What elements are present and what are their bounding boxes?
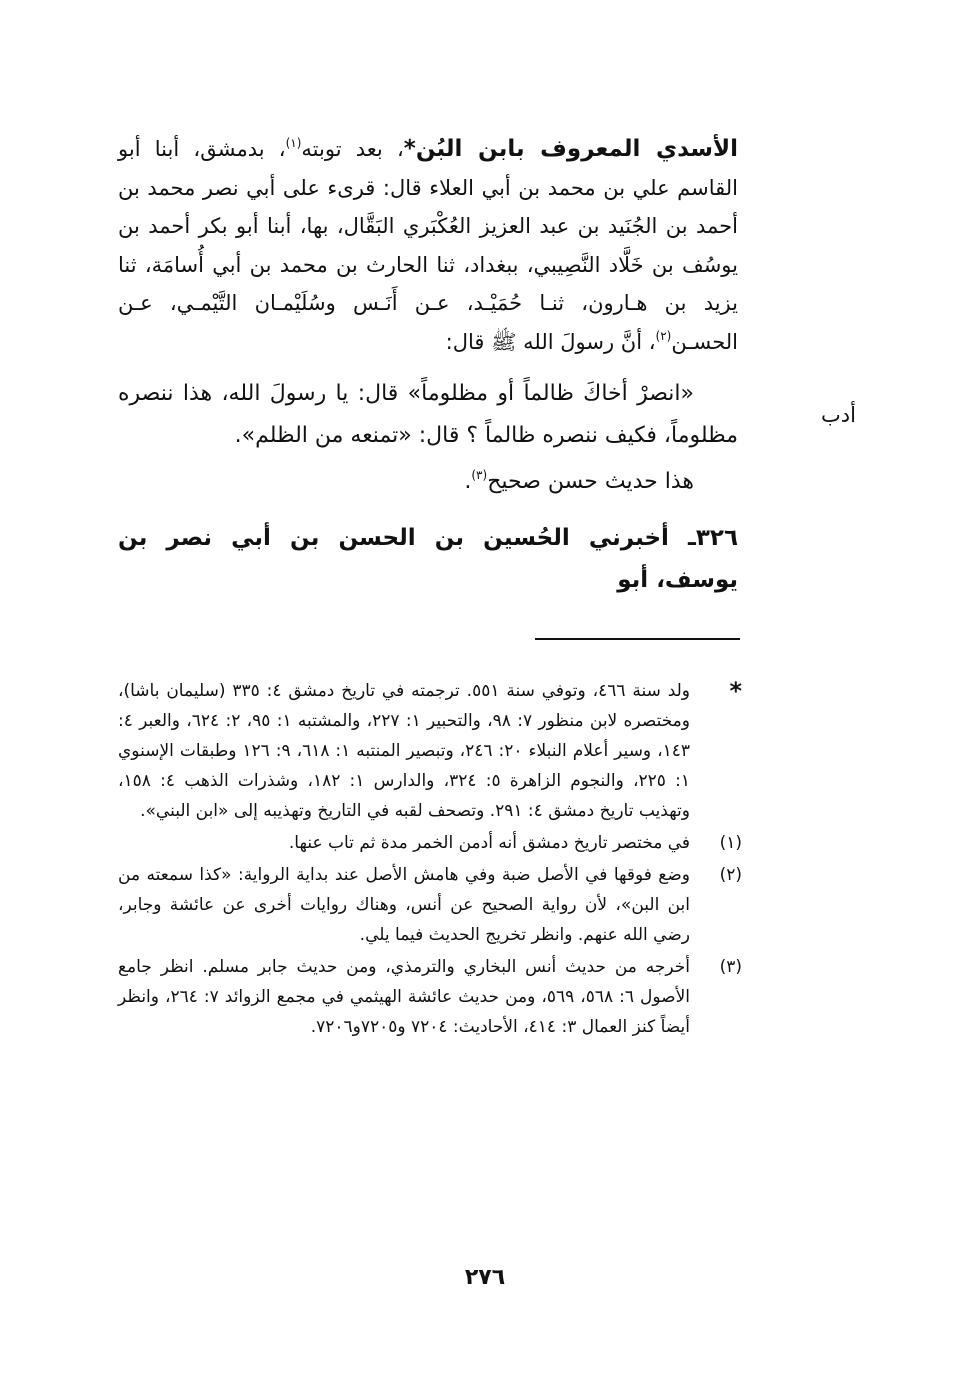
footnote-separator (535, 638, 740, 640)
footnote-item (118, 828, 742, 858)
footnote-text: أخرجه من حديث أنس البخاري والترمذي، ومن حديث جابر مسلم. انظر جامع الأصول ٦: ٥٦٨، ٥٦٩، ومن حديث عائشة الهيثمي في مجمع الزوائد ٧: ٢٦٤، وانظر أيضاً كنز العمال ٣: ٤١٤، الأحاديث: ٧٢٠٤ و٧٢٠٥و٧٢٠٦. (118, 957, 690, 1037)
footnote-item (118, 860, 742, 950)
hadith-text: «انصرْ أخاكَ ظالماً أو مظلوماً» قال: يا رسولَ الله، هذا ننصره مظلوماً، فكيف ننصره ظالماً ؟ قال: «تمنعه من الظلم». (118, 381, 738, 448)
grading-line (118, 461, 738, 503)
footnote-ref-2: (٢) (655, 328, 672, 343)
footnote-mark: (١) (719, 833, 742, 853)
footnote-ref-1: (١) (285, 136, 302, 150)
page-number: ٢٧٦ (464, 1265, 506, 1290)
footnote-text: وضع فوقها في الأصل ضبة وفي هامش الأصل عند بداية الرواية: «كذا سمعته من ابن البن»، لأن رواية الصحيح عن أنس، وهناك روايات أخرى عن عائشة وجابر، رضي الله عنهم. وانظر تخريج الحديث فيما يلي. (118, 865, 690, 945)
footnote-star-ref: * (403, 136, 416, 162)
grading-end: . (464, 469, 472, 494)
margin-note: أدب (821, 403, 856, 427)
footnote-mark: * (729, 677, 742, 705)
isnad-text-3: ، أنَّ رسولَ الله ﷺ قال: (445, 329, 656, 354)
grading-text: هذا حديث حسن صحيح (487, 469, 694, 494)
main-text (118, 130, 738, 601)
footnote-ref-3: (٣) (471, 468, 488, 482)
isnad-text-1: ، بعد توبته (301, 137, 404, 161)
narrator-name: الأسدي المعروف بابن البُن (415, 136, 738, 162)
footnote-item (118, 952, 742, 1042)
isnad-paragraph (118, 130, 738, 361)
footnote-mark: (٣) (719, 957, 742, 977)
isnad-text-2: ، بدمشق، أبنا أبو القاسم علي بن محمد بن أبي العلاء قال: قرىء على أبي نصر محمد بن أحمد بن الجُنَيد بن عبد العزيز العُكْبَري البَقَّال، بها، أبنا أبو بكر أحمد بن يوسُف بن خَلَّاد النَّصِيبي، ببغداد، ثنا الحارث بن محمد بن أبي أُسامَة، ثنا يزيد بن هـارون، ثنـا حُمَيْـد، عـن أَنَـس وسُلَيْمـان التَّيْمـي، عـن الحسـن (118, 137, 738, 354)
footnote-text: في مختصر تاريخ دمشق أنه أدمن الخمر مدة ثم تاب عنها. (288, 833, 690, 853)
footnotes (118, 676, 742, 1044)
next-entry-heading: ٣٢٦ـ أخبرني الحُسين بن الحسن بن أبي نصر بن يوسف، أبو (118, 525, 738, 593)
footnote-item (118, 676, 742, 826)
footnote-text: ولد سنة ٤٦٦، وتوفي سنة ٥٥١. ترجمته في تاريخ دمشق ٤: ٣٣٥ (سليمان باشا)، ومختصره لابن منظور ٧: ٩٨، والتحبير ١: ٢٢٧، والمشتبه ١: ٩٥، ٢: ٦٢٤، والعبر ٤: ١٤٣، وسير أعلام النبلاء ٢٠: ٢٤٦، وتبصير المنتبه ١: ٦١٨، ٩: ١٢٦ وطبقات الإسنوي ١: ٢٢٥، والنجوم الزاهرة ٥: ٣٢٤، والدارس ١: ١٨٢، وشذرات الذهب ٤: ١٥٨، وتهذيب تاريخ دمشق ٤: ٢٩١. وتصحف لقبه في التاريخ وتهذيبه إلى «ابن البني». (118, 681, 691, 821)
footnote-mark: (٢) (719, 865, 742, 885)
